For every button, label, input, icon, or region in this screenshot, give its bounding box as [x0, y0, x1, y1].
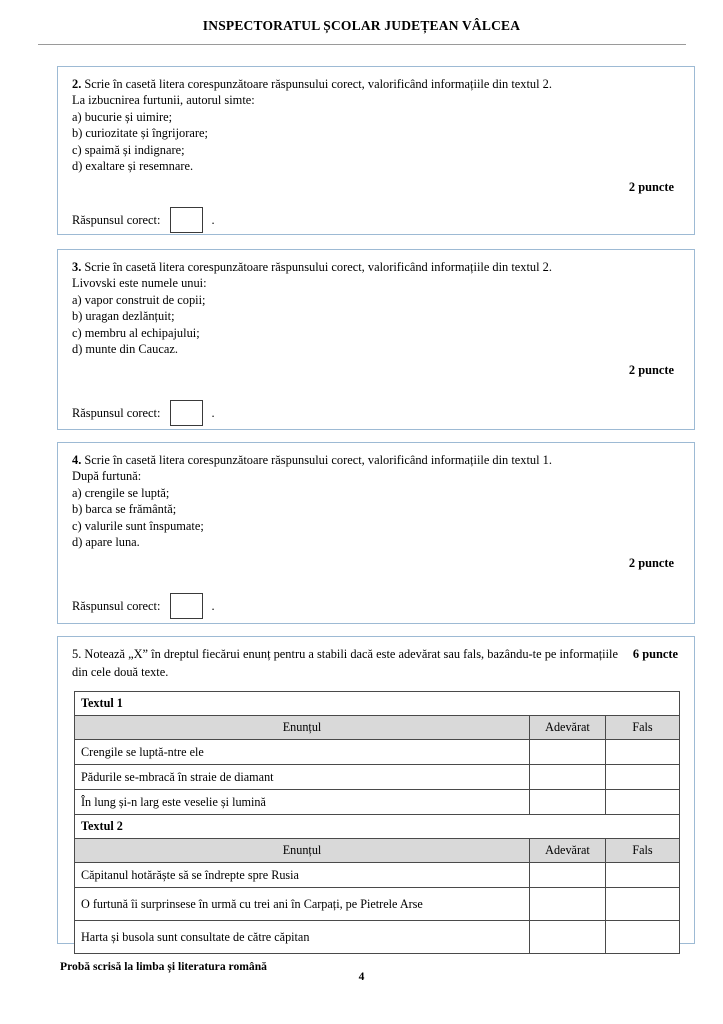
- statement-t2-1: Căpitanul hotărăște să se îndrepte spre Rusia: [75, 863, 530, 888]
- statement-t2-3: Harta și busola sunt consultate de către căpitan: [75, 921, 530, 954]
- question-4-stem: După furtună:: [72, 469, 142, 484]
- question-3-prompt: [72, 259, 682, 275]
- question-2-answer-input[interactable]: [170, 207, 203, 233]
- page-title: INSPECTORATUL ȘCOLAR JUDEȚEAN VÂLCEA: [202, 18, 521, 33]
- question-3-prompt-text: Scrie în casetă litera corespunzătoare răspunsului corect, valorificând informațiile din textul 2.: [81, 260, 552, 274]
- table-row: [75, 790, 680, 815]
- question-3-option-a: a) vapor construit de copii;: [72, 292, 206, 307]
- checkbox-t1-2-adevarat[interactable]: [530, 765, 606, 790]
- header-divider: [38, 44, 686, 45]
- question-2-option-d: d) exaltare și resemnare.: [72, 159, 194, 174]
- question-3-number: 3.: [72, 260, 82, 274]
- column-header-adevarat-1: Adevărat: [530, 716, 606, 740]
- table-section-header-row: [75, 692, 680, 716]
- question-3-answer-input[interactable]: [170, 400, 203, 426]
- statement-t1-3: În lung și-n larg este veselie și lumină: [75, 790, 530, 815]
- question-5-prompt-text: Notează „X” în dreptul fiecărui enunț pentru a stabili dacă este adevărat sau fals, bazându-te pe informațiile din cele două texte.: [72, 647, 618, 679]
- statement-t2-2: O furtună îi surprinsese în urmă cu trei ani în Carpați, pe Pietrele Arse: [75, 888, 530, 921]
- question-3-answer-row: [72, 400, 682, 426]
- checkbox-t2-2-fals[interactable]: [606, 888, 680, 921]
- question-2-points: 2 puncte: [628, 180, 674, 195]
- checkbox-t1-3-adevarat[interactable]: [530, 790, 606, 815]
- question-4-option-a: a) crengile se luptă;: [72, 485, 170, 500]
- column-header-adevarat-2: Adevărat: [530, 839, 606, 863]
- question-2-option-a: a) bucurie și uimire;: [72, 109, 173, 124]
- question-box-2: [57, 66, 695, 235]
- question-4-number: 4.: [72, 453, 82, 467]
- question-2-prompt-text: Scrie în casetă litera corespunzătoare răspunsului corect, valorificând informațiile din textul 2.: [81, 77, 552, 91]
- table-row: [75, 740, 680, 765]
- question-3-points: 2 puncte: [628, 363, 674, 378]
- table-column-header-row: [75, 839, 680, 863]
- table-column-header-row: [75, 716, 680, 740]
- statement-t1-2: Pădurile se-mbracă în straie de diamant: [75, 765, 530, 790]
- table-section-header-row: [75, 815, 680, 839]
- question-4-answer-row: [72, 593, 682, 619]
- checkbox-t1-3-fals[interactable]: [606, 790, 680, 815]
- question-3-option-d: d) munte din Caucaz.: [72, 342, 178, 357]
- question-2-prompt: [72, 76, 682, 92]
- question-2-answer-row: [72, 207, 682, 233]
- checkbox-t2-3-adevarat[interactable]: [530, 921, 606, 954]
- question-3-answer-period: .: [211, 405, 215, 420]
- checkbox-t1-1-adevarat[interactable]: [530, 740, 606, 765]
- column-header-enuntul-2: Enunțul: [75, 839, 530, 863]
- question-box-5: [57, 636, 695, 944]
- question-2-option-b: b) curiozitate și îngrijorare;: [72, 126, 208, 141]
- question-box-4: [57, 442, 695, 624]
- question-4-prompt: [72, 452, 682, 468]
- page-number: 4: [358, 971, 365, 983]
- table-row: [75, 765, 680, 790]
- section-title-textul-1: Textul 1: [75, 692, 680, 716]
- column-header-enuntul-1: Enunțul: [75, 716, 530, 740]
- question-4-option-d: d) apare luna.: [72, 535, 140, 550]
- checkbox-t2-1-adevarat[interactable]: [530, 863, 606, 888]
- question-4-option-b: b) barca se frământă;: [72, 502, 177, 517]
- question-4-option-c: c) valurile sunt înspumate;: [72, 518, 204, 533]
- checkbox-t1-1-fals[interactable]: [606, 740, 680, 765]
- question-4-answer-period: .: [211, 598, 215, 613]
- question-2-answer-period: .: [211, 212, 215, 227]
- question-2-number: 2.: [72, 77, 82, 91]
- question-4-answer-input[interactable]: [170, 593, 203, 619]
- question-2-answer-label: Răspunsul corect:: [72, 212, 161, 227]
- question-5-prompt: [72, 646, 682, 681]
- statement-t1-1: Crengile se luptă-ntre ele: [75, 740, 530, 765]
- question-4-prompt-text: Scrie în casetă litera corespunzătoare răspunsului corect, valorificând informațiile din textul 1.: [81, 453, 552, 467]
- checkbox-t1-2-fals[interactable]: [606, 765, 680, 790]
- question-2-option-c: c) spaimă și indignare;: [72, 142, 185, 157]
- question-2-stem: La izbucnirea furtunii, autorul simte:: [72, 93, 255, 108]
- checkbox-t2-2-adevarat[interactable]: [530, 888, 606, 921]
- question-5-points: 6 puncte: [632, 647, 678, 661]
- checkbox-t2-1-fals[interactable]: [606, 863, 680, 888]
- question-3-option-b: b) uragan dezlănțuit;: [72, 309, 175, 324]
- question-3-stem: Livovski este numele unui:: [72, 276, 207, 291]
- question-3-answer-label: Răspunsul corect:: [72, 405, 161, 420]
- question-3-option-c: c) membru al echipajului;: [72, 325, 200, 340]
- table-row: [75, 921, 680, 954]
- question-box-3: [57, 249, 695, 430]
- question-4-answer-label: Răspunsul corect:: [72, 598, 161, 613]
- table-row: [75, 888, 680, 921]
- footer-note: Probă scrisă la limba și literatura română: [60, 960, 267, 973]
- column-header-fals-1: Fals: [606, 716, 680, 740]
- column-header-fals-2: Fals: [606, 839, 680, 863]
- checkbox-t2-3-fals[interactable]: [606, 921, 680, 954]
- question-4-points: 2 puncte: [628, 556, 674, 571]
- question-5-number: 5.: [72, 647, 82, 661]
- section-title-textul-2: Textul 2: [75, 815, 680, 839]
- true-false-table: [74, 691, 680, 954]
- page-header: [0, 18, 723, 34]
- table-row: [75, 863, 680, 888]
